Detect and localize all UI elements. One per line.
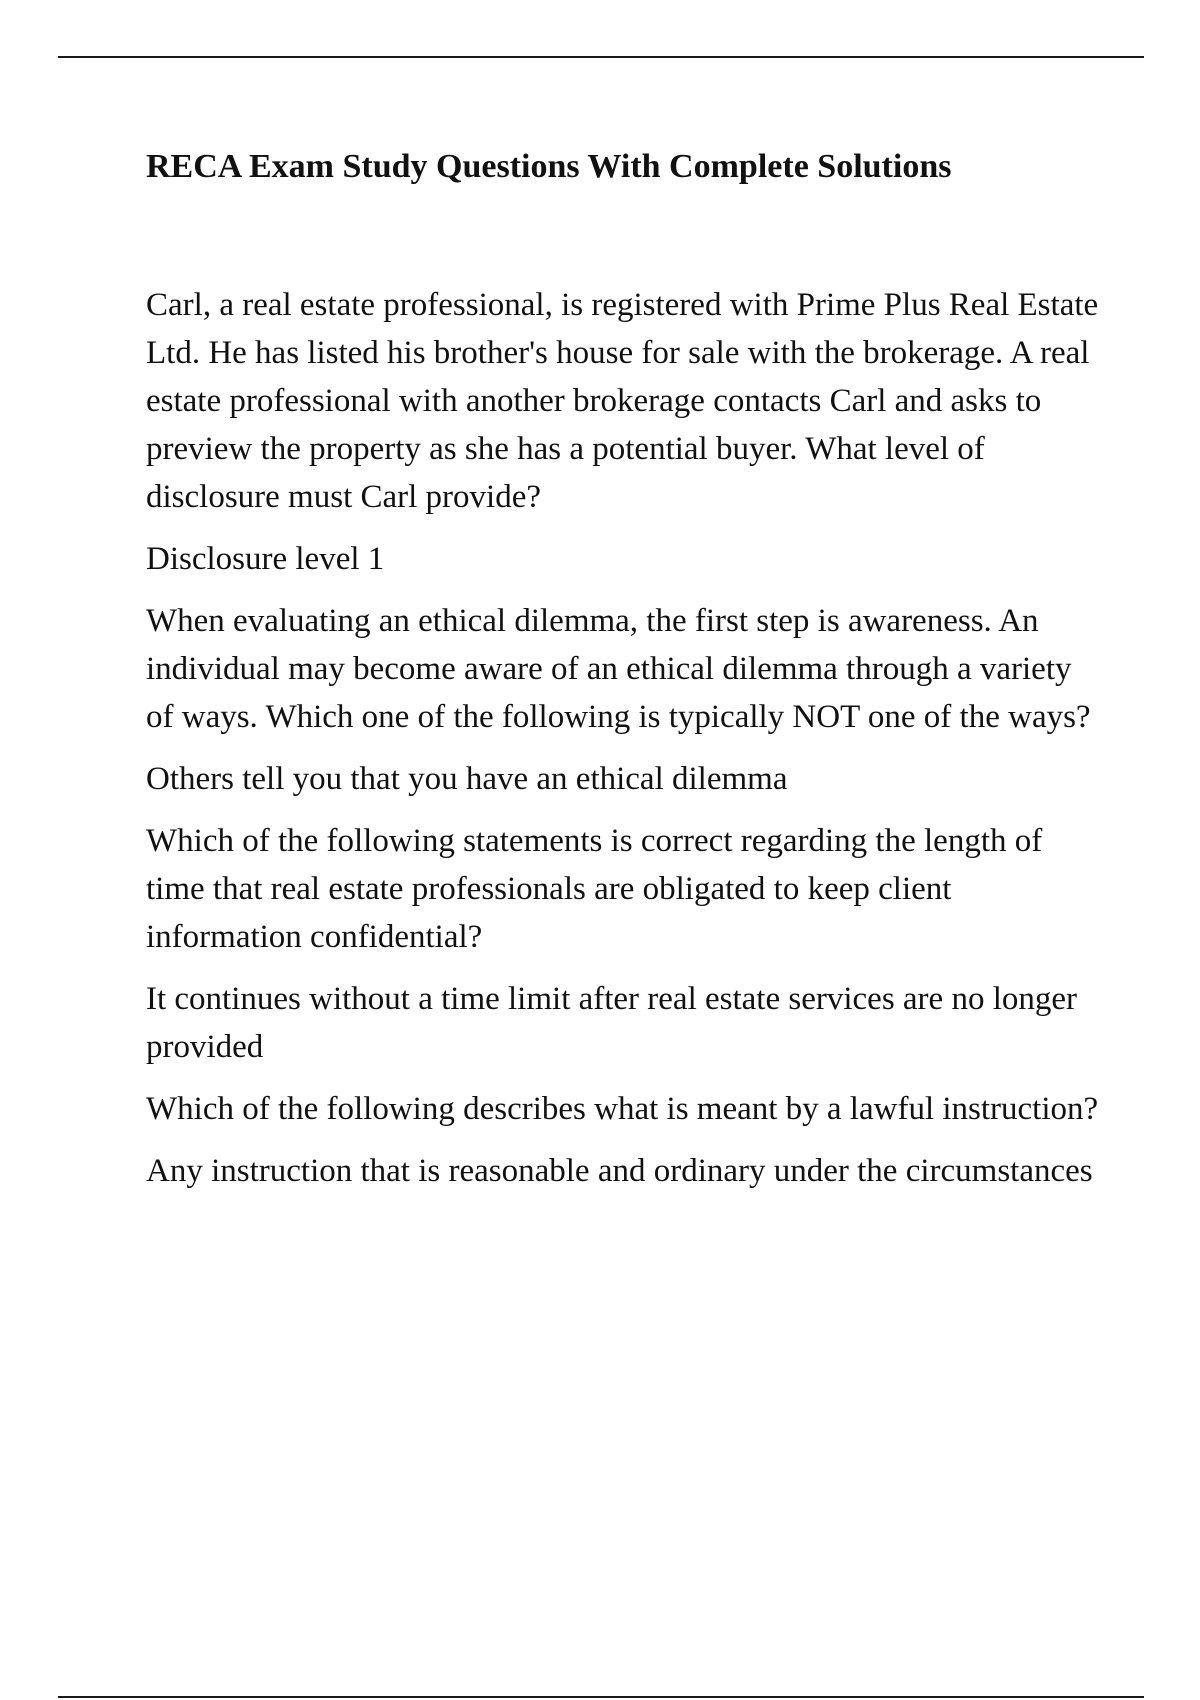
question-text: Carl, a real estate professional, is registered with Prime Plus Real Estate Ltd. He has listed his brother's house for sale with the brokerage. A real estate professional with another brokerage contacts Carl and asks to preview the property as she has a potential buyer. What level of disclosure must Carl provide? xyxy=(146,287,1099,515)
top-divider xyxy=(58,56,1144,58)
question-text: Which of the following describes what is meant by a lawful instruction? xyxy=(146,1091,1099,1127)
qa-list xyxy=(146,281,1106,1209)
question-text: Which of the following statements is correct regarding the length of time that real estate professionals are obligated to keep client information confidential? xyxy=(146,823,1043,955)
qa-item-2 xyxy=(146,597,1106,803)
question-text: When evaluating an ethical dilemma, the first step is awareness. An individual may become aware of an ethical dilemma through a variety of ways. Which one of the following is typically NOT one of the ways? xyxy=(146,603,1091,735)
answer-text: Disclosure level 1 xyxy=(146,541,385,577)
answer-text: Any instruction that is reasonable and ordinary under the circumstances xyxy=(146,1153,1093,1189)
qa-item-1 xyxy=(146,281,1106,583)
qa-item-4 xyxy=(146,1085,1106,1195)
answer-text: It continues without a time limit after real estate services are no longer provided xyxy=(146,981,1077,1065)
answer-text: Others tell you that you have an ethical dilemma xyxy=(146,761,788,797)
qa-item-3 xyxy=(146,817,1106,1071)
bottom-divider xyxy=(58,1696,1144,1698)
page-title: RECA Exam Study Questions With Complete Solutions xyxy=(146,148,952,185)
